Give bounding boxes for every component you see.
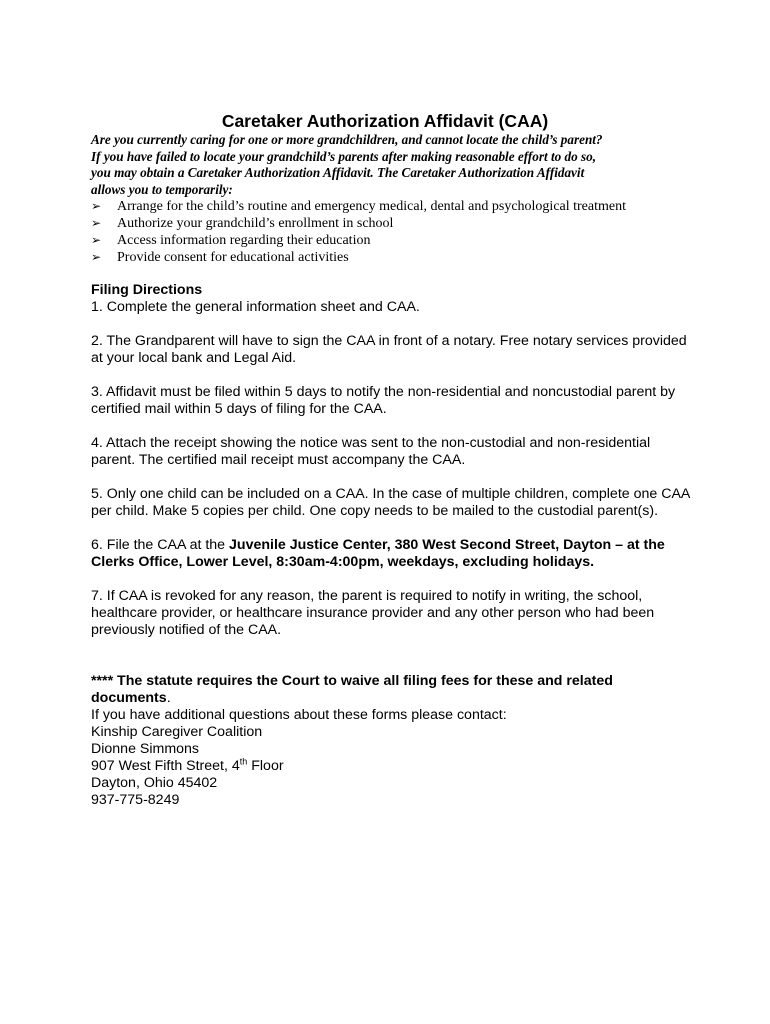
filing-step-4: 4. Attach the receipt showing the notice was sent to the non-custodial and non-residential parent. The certified mail receipt must accompany the CAA. <box>91 435 651 468</box>
contact-city: Dayton, Ohio 45402 <box>91 775 218 791</box>
address-ordinal: th <box>239 756 248 767</box>
authorization-list <box>91 198 711 266</box>
filing-step-3: 3. Affidavit must be filed within 5 days to notify the non-residential and noncustodial parent by certified mail within 5 days of filing for the CAA. <box>91 384 676 417</box>
contact-name: Dionne Simmons <box>91 741 200 757</box>
list-item-text: Authorize your grandchild’s enrollment in school <box>117 216 394 231</box>
notice-period: . <box>166 690 171 706</box>
intro-line: you may obtain a Caretaker Authorization Affidavit. The Caretaker Authorization Affidavit <box>91 165 585 180</box>
fee-waiver-notice <box>91 673 691 707</box>
filing-step-2: 2. The Grandparent will have to sign the CAA in front of a notary. Free notary services provided at your local bank and Legal Aid. <box>91 333 687 366</box>
arrowhead-bullet-icon: ➢ <box>91 233 102 247</box>
list-item-text: Access information regarding their education <box>117 233 371 248</box>
filing-step-5: 5. Only one child can be included on a CAA. In the case of multiple children, complete one CAA per child. Make 5 copies per child. One copy needs to be mailed to the custodial parent(s). <box>91 486 690 519</box>
contact-phone: 937-775-8249 <box>91 792 180 808</box>
filing-step-7: 7. If CAA is revoked for any reason, the parent is required to notify in writing, the school, healthcare provider, or healthcare insurance provider and any other person who had been previously notified of the CAA. <box>91 588 655 638</box>
arrowhead-bullet-icon: ➢ <box>91 250 102 264</box>
list-item <box>91 232 711 249</box>
filing-heading: Filing Directions <box>91 282 203 298</box>
address-prefix: 907 West Fifth Street, 4 <box>91 758 240 774</box>
intro-line: If you have failed to locate your grandchild’s parents after making reasonable effort to do so, <box>91 148 597 164</box>
notice-stars: **** <box>91 673 114 689</box>
intro-line: Are you currently caring for one or more grandchildren, and cannot locate the child’s parent? <box>91 132 603 147</box>
filing-step-6 <box>91 537 691 571</box>
notice-text: The statute requires the Court to waive all filing fees for these and related documents <box>91 673 613 706</box>
intro-line: allows you to temporarily: <box>91 181 233 197</box>
filing-step-6-prefix: 6. File the CAA at the <box>91 537 230 553</box>
list-item-text: Arrange for the child’s routine and emergency medical, dental and psychological treatment <box>117 199 626 214</box>
arrowhead-bullet-icon: ➢ <box>91 199 102 213</box>
filing-location: Juvenile Justice Center, 380 West Second Street, Dayton – at the Clerks Office, Lower Level, 8:30am-4:00pm, weekdays, excluding holidays. <box>91 537 665 570</box>
document-title: Caretaker Authorization Affidavit (CAA) <box>221 111 549 131</box>
contact-address <box>91 758 691 775</box>
contact-org: Kinship Caregiver Coalition <box>91 724 263 740</box>
filing-step-1: 1. Complete the general information sheet and CAA. <box>91 299 420 315</box>
list-item <box>91 249 711 266</box>
list-item <box>91 198 711 215</box>
list-item <box>91 215 711 232</box>
address-suffix: Floor <box>247 758 284 774</box>
filing-section <box>91 282 691 809</box>
contact-intro: If you have additional questions about these forms please contact: <box>91 707 507 723</box>
list-item-text: Provide consent for educational activities <box>117 250 349 265</box>
arrowhead-bullet-icon: ➢ <box>91 216 102 230</box>
intro-paragraph <box>91 132 711 198</box>
